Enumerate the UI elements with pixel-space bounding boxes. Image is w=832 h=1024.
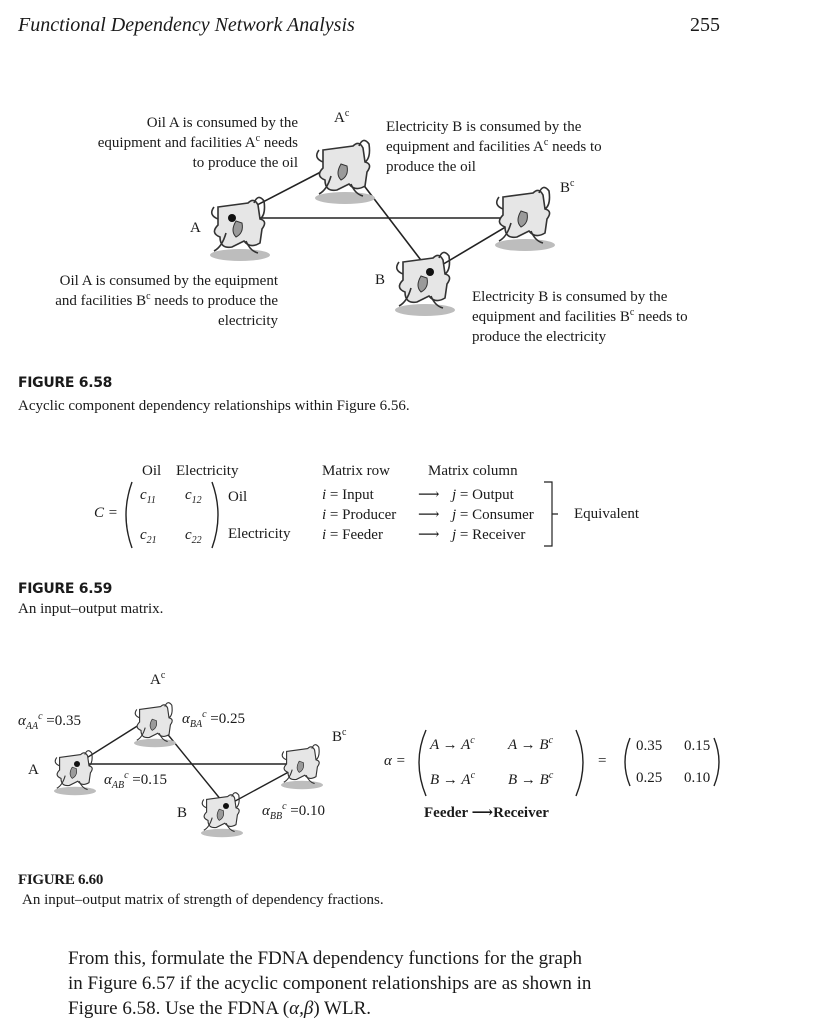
col-header-electricity: Electricity bbox=[176, 463, 239, 479]
value-0-15: 0.15 bbox=[684, 738, 711, 754]
alpha-cell-abc: $A \to B^c$ bbox=[508, 735, 554, 753]
edge-label-bbc: $\alpha_{BB}^c =0.10$ bbox=[262, 801, 326, 822]
row-header-oil: Oil bbox=[228, 489, 248, 505]
cell-c22: $c_{22}$ bbox=[185, 527, 202, 546]
annotation-a-to-ac: Oil A is consumed by the equipment and facilities $A^c$ needs to produce the oil bbox=[97, 115, 298, 171]
legend-rows: i = Input ⟶ j = Output i = Producer ⟶ j = Consumer i = Feeder ⟶ j = Receiver bbox=[322, 487, 534, 543]
node-label-b: B bbox=[375, 272, 386, 288]
feeder-receiver-label: Feeder ⟶Receiver bbox=[424, 805, 549, 821]
puzzle-node-a-icon bbox=[54, 751, 96, 795]
cell-c21: $c_{21}$ bbox=[140, 527, 157, 546]
node-label-a: A bbox=[28, 762, 39, 778]
figure-label: FIGURE 6.58 bbox=[18, 375, 113, 391]
figure-caption: An input–output matrix of strength of dependency fractions. bbox=[22, 892, 384, 908]
figure-caption: An input–output matrix. bbox=[18, 601, 164, 617]
puzzle-node-ac-icon bbox=[134, 703, 176, 747]
equals-sign: = bbox=[598, 753, 607, 769]
page-number: 255 bbox=[690, 14, 720, 36]
node-label-ac: $A^c$ bbox=[334, 108, 350, 126]
puzzle-node-bc-icon bbox=[281, 745, 323, 789]
running-title: Functional Dependency Network Analysis bbox=[18, 14, 355, 36]
node-label-b: B bbox=[177, 805, 188, 821]
equivalent-label: Equivalent bbox=[574, 506, 639, 522]
puzzle-node-b-icon bbox=[201, 793, 243, 837]
exercise-paragraph: From this, formulate the FDNA dependency functions for the graph in Figure 6.57 if the acyclic component relationships are as shown in Figure 6.58. Use the FDNA (α,β) WLR. bbox=[68, 948, 592, 1019]
legend-row-header: Matrix row bbox=[322, 463, 390, 479]
matrix-name: C = bbox=[94, 505, 118, 521]
annotation-a-to-bc: Oil A is consumed by the equipment and facilities $B^c$ needs to produce the electricity bbox=[55, 273, 278, 329]
node-label-bc: $B^c$ bbox=[332, 727, 347, 745]
edge-label-bac: $\alpha_{BA}^c =0.25$ bbox=[182, 709, 246, 730]
annotation-b-to-bc: Electricity B is consumed by the equipment and facilities $B^c$ needs to produce the electricity bbox=[472, 289, 688, 345]
value-0-35: 0.35 bbox=[636, 738, 663, 754]
cell-c11: $c_{11}$ bbox=[140, 487, 156, 506]
figure-label: FIGURE 6.60 bbox=[18, 872, 104, 888]
alpha-matrix-name: α = bbox=[384, 753, 406, 769]
alpha-cell-bac: $B \to A^c$ bbox=[430, 770, 476, 788]
value-0-10: 0.10 bbox=[684, 770, 711, 786]
figure-label: FIGURE 6.59 bbox=[18, 581, 113, 597]
node-label-ac: $A^c$ bbox=[150, 670, 166, 688]
node-label-bc: $B^c$ bbox=[560, 178, 575, 196]
annotation-b-to-ac: Electricity B is consumed by the equipment and facilities $A^c$ needs to produce the oil bbox=[386, 119, 602, 175]
row-header-electricity: Electricity bbox=[228, 526, 291, 542]
value-0-25: 0.25 bbox=[636, 770, 663, 786]
col-header-oil: Oil bbox=[142, 463, 162, 479]
alpha-cell-bbc: $B \to B^c$ bbox=[508, 770, 554, 788]
alpha-cell-aac: $A \to A^c$ bbox=[430, 735, 475, 753]
node-label-a: A bbox=[190, 220, 201, 236]
legend-col-header: Matrix column bbox=[428, 463, 518, 479]
figure-caption: Acyclic component dependency relationships within Figure 6.56. bbox=[18, 398, 410, 414]
cell-c12: $c_{12}$ bbox=[185, 487, 202, 506]
edge-label-aac: $\alpha_{AA}^c =0.35$ bbox=[18, 711, 82, 732]
edge-label-abc: $\alpha_{AB}^c =0.15$ bbox=[104, 770, 168, 791]
